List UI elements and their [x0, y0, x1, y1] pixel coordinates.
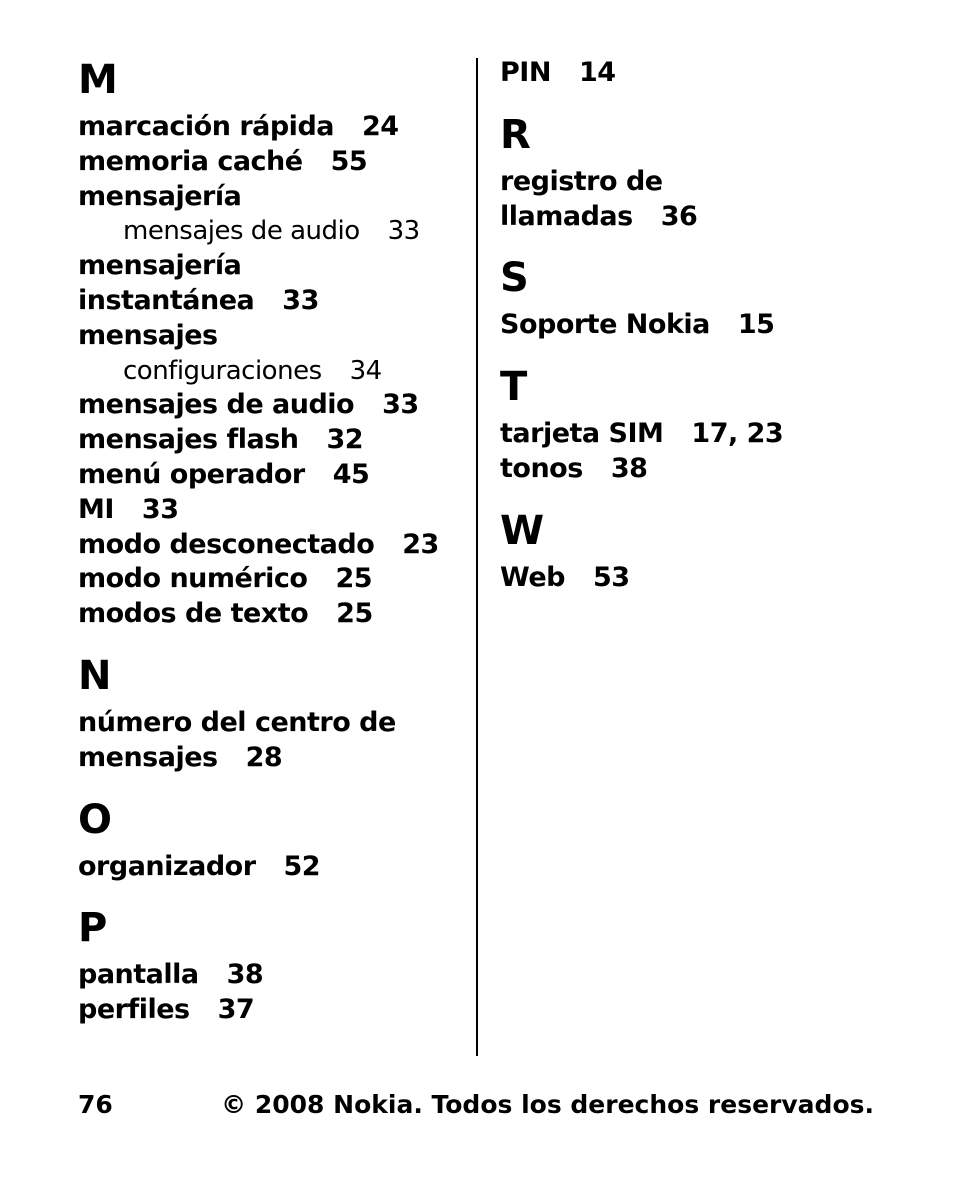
index-column-left: [78, 56, 458, 1028]
index-subentry: [78, 214, 458, 249]
index-entry: [78, 850, 458, 885]
index-section: [500, 111, 920, 235]
copyright-notice: © 2008 Nokia. Todos los derechos reservados.: [221, 1090, 874, 1119]
index-term: mensajes: [78, 741, 218, 773]
index-entry: [500, 200, 920, 235]
index-page-ref: 52: [283, 850, 321, 882]
index-letter-heading: P: [78, 905, 108, 952]
index-page-ref: 33: [141, 493, 179, 525]
index-term: tonos: [500, 452, 583, 484]
index-letter-heading: O: [78, 796, 113, 843]
index-page-ref: 45: [332, 458, 370, 490]
index-term: registro de: [500, 165, 663, 197]
index-entry: [500, 308, 920, 343]
index-term: organizador: [78, 850, 256, 882]
index-entry: [78, 284, 458, 319]
index-page-ref: 53: [592, 561, 630, 593]
index-term: configuraciones: [123, 355, 322, 386]
index-section: [500, 507, 920, 596]
index-entry: [78, 562, 458, 597]
index-entry: [78, 528, 458, 563]
index-entry: [500, 417, 920, 452]
page-footer: [78, 1088, 874, 1122]
index-letter-heading: S: [500, 255, 529, 302]
index-term: modos de texto: [78, 598, 309, 630]
index-page-ref: 14: [578, 57, 616, 88]
index-entry: [78, 388, 458, 423]
index-page-ref: 37: [217, 994, 255, 1026]
index-section: [78, 904, 458, 1028]
index-entry: [78, 706, 458, 741]
index-page-ref: 25: [336, 598, 373, 630]
index-section: [500, 254, 920, 343]
index-letter-heading: W: [500, 507, 545, 554]
index-entry: [78, 319, 458, 354]
index-section: [78, 796, 458, 885]
index-entry: [78, 458, 458, 493]
index-entry: [78, 180, 458, 215]
index-section: [78, 652, 458, 776]
index-term: mensajes de audio: [78, 389, 355, 421]
index-page-ref: 17, 23: [691, 418, 784, 450]
index-page-ref: 23: [402, 528, 439, 560]
index-letter-heading: R: [500, 111, 531, 158]
index-page-ref: 38: [226, 959, 264, 991]
index-term: mensajería: [78, 180, 242, 212]
index-term: marcación rápida: [78, 111, 334, 142]
index-page-ref: 38: [610, 452, 648, 484]
page-number: 76: [78, 1090, 113, 1119]
index-term: número del centro de: [78, 706, 396, 738]
index-entry: [78, 597, 458, 632]
index-page-ref: 24: [362, 111, 399, 142]
index-entry: [500, 56, 920, 91]
index-entry: [78, 110, 458, 145]
index-term: mensajes: [78, 319, 218, 351]
index-term: PIN: [500, 57, 551, 88]
index-entry: [78, 249, 458, 284]
index-page-ref: 33: [282, 284, 319, 316]
index-page-ref: 33: [382, 389, 419, 421]
index-letter-heading: N: [78, 652, 112, 699]
column-divider: [476, 58, 478, 1056]
index-entry: [78, 493, 458, 528]
index-term: mensajería: [78, 250, 242, 282]
index-letter-heading: M: [78, 57, 118, 103]
index-page-ref: 55: [330, 145, 368, 177]
index-term: menú operador: [78, 458, 305, 490]
index-page-ref: 36: [660, 200, 698, 232]
index-page-ref: 15: [737, 309, 775, 341]
index-page-ref: 28: [245, 741, 283, 773]
index-term: memoria caché: [78, 145, 303, 177]
index-entry: [500, 165, 920, 200]
index-section: [500, 363, 920, 487]
index-page-ref: 33: [387, 216, 420, 247]
index-page-ref: 34: [349, 355, 382, 386]
index-entry: [500, 561, 920, 596]
index-entry: [78, 993, 458, 1028]
index-term: Soporte Nokia: [500, 309, 710, 341]
index-term: perfiles: [78, 994, 190, 1026]
index-term: MI: [78, 493, 114, 525]
index-term: tarjeta SIM: [500, 418, 664, 450]
index-term: mensajes de audio: [123, 216, 360, 247]
index-entry: [78, 741, 458, 776]
index-page-ref: 32: [326, 424, 364, 456]
index-term: modo numérico: [78, 563, 308, 595]
index-term: llamadas: [500, 200, 633, 232]
index-entry: [500, 452, 920, 487]
index-term: mensajes flash: [78, 424, 299, 456]
index-column-right: [500, 56, 920, 596]
index-section: [78, 56, 458, 632]
index-entry: [78, 145, 458, 180]
index-term: instantánea: [78, 284, 255, 316]
index-term: pantalla: [78, 959, 199, 991]
index-term: Web: [500, 561, 565, 593]
index-entry: [78, 958, 458, 993]
index-term: modo desconectado: [78, 528, 375, 560]
index-letter-heading: T: [500, 364, 528, 411]
index-section: [500, 56, 920, 91]
index-subentry: [78, 354, 458, 389]
index-entry: [78, 423, 458, 458]
index-page-ref: 25: [335, 563, 373, 595]
